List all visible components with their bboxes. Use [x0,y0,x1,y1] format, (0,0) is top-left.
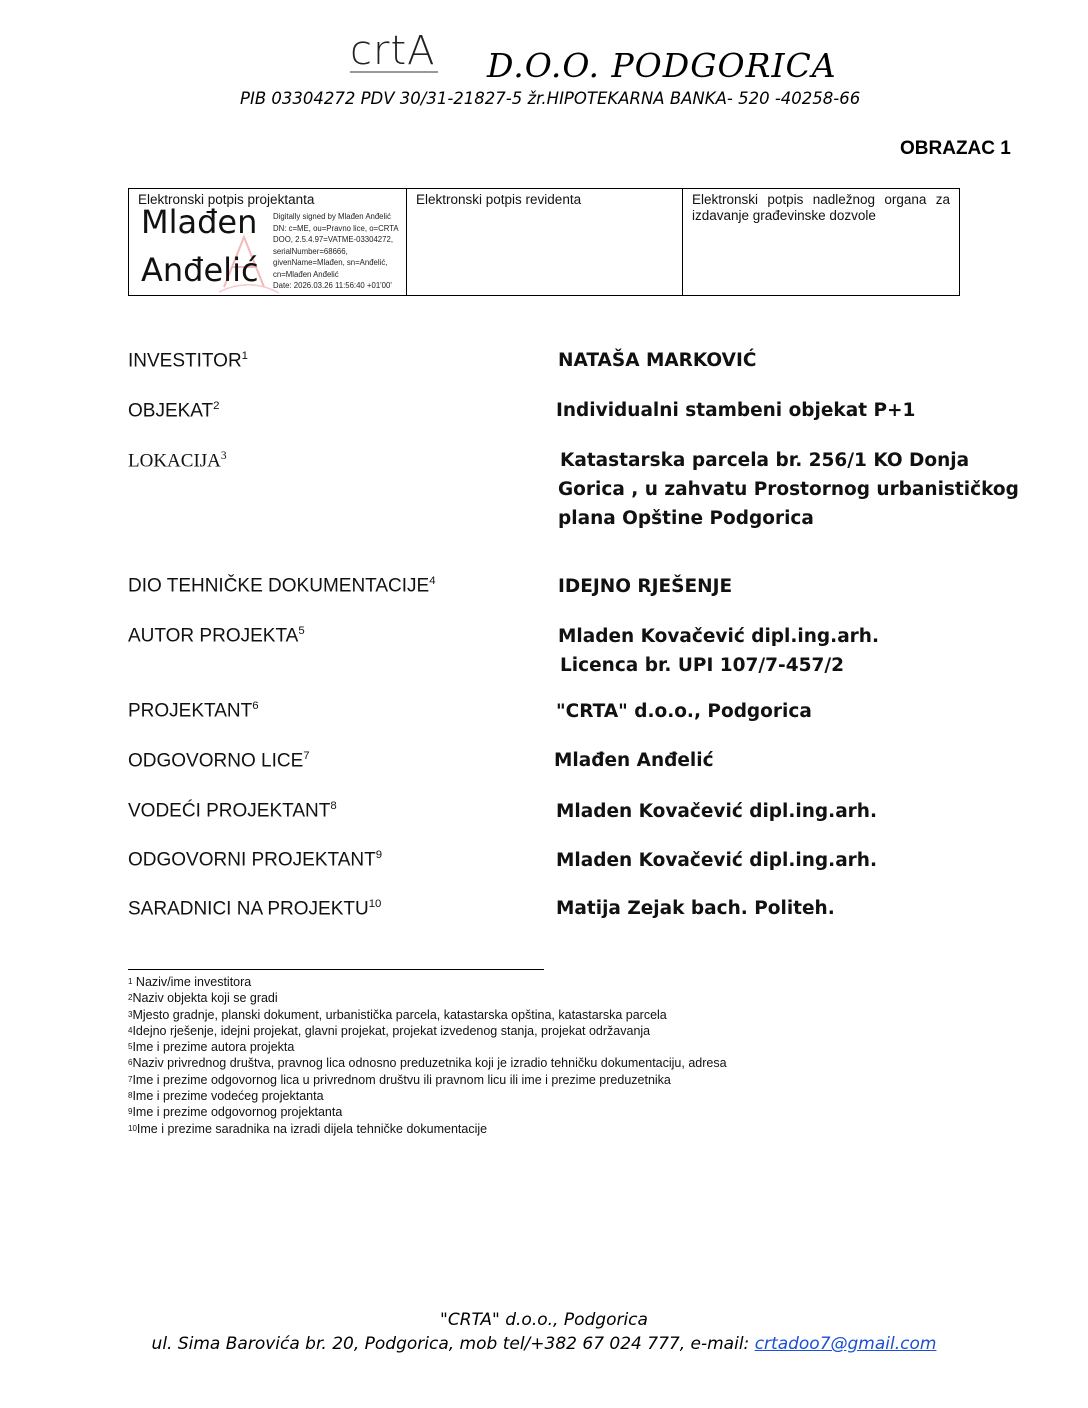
field-value-vodeci-projektant: Mladen Kovačević dipl.ing.arh. [556,801,878,822]
company-name: D.O.O. PODGORICA [487,46,837,85]
footnote: $^3$Mjesto gradnje, planski dokument, urbanistička parcela, katastarska opština, katastarska parcela [128,1007,667,1022]
signature-details [273,211,401,292]
footer-address-line [0,1334,1088,1354]
field-label-autor-projekta: AUTOR PROJEKTA$^5$ [128,625,305,647]
field-label-lokacija: LOKACIJA$^3$ [128,450,227,472]
field-value-saradnici: Matija Zejak bach. Politeh. [556,898,835,919]
field-value-odgovorni-projektant: Mladen Kovačević dipl.ing.arh. [556,850,878,871]
field-value-dio-dokumentacije: IDEJNO RJEŠENJE [558,576,733,597]
signature-detail-line: givenName=Mlađen, sn=Anđelić, [273,258,388,267]
signature-detail-line: cn=Mlađen Anđelić [273,269,339,279]
footnotes [128,974,727,1137]
field-value-investitor: NATAŠA MARKOVIĆ [558,350,757,371]
logo-underline [350,70,440,76]
field-value-lokacija: Katastarska parcela br. 256/1 KO Donja Gorica , u zahvatu Prostornog urbanističkog plana Opštine Podgorica [558,450,1019,529]
footer-company: "CRTA" d.o.o., Podgorica [440,1310,648,1330]
field-value-odgovorno-lice: Mlađen Anđelić [554,750,714,771]
field-label-objekat: OBJEKAT$^2$ [128,400,220,422]
footer-address: ul. Sima Barovića br. 20, Podgorica, mob tel/+382 67 024 777, e-mail: [151,1334,755,1354]
signer-name-line1: Mlađen [141,203,258,241]
footnote-divider [128,969,544,970]
registration-line: PIB 03304272 PDV 30/31-21827-5 žr.HIPOTEKARNA BANKA- 520 -40258-66 [240,89,861,108]
reviewer-signature-cell [407,189,683,295]
signature-detail-line: serialNumber=68666, [273,246,348,256]
signature-detail-line: Date: 2026.03.26 11:56:40 +01'00' [273,281,392,290]
footnote: $^7$Ime i prezime odgovornog lica u privrednom društvu ili pravnom licu ili ime i prezime preduzetnika [128,1072,671,1087]
footnote: $^9$Ime i prezime odgovornog projektanta [128,1105,343,1120]
field-label-dio-dokumentacije: DIO TEHNIČKE DOKUMENTACIJE$^4$ [128,575,436,597]
footnote: $^5$Ime i prezime autora projekta [128,1040,295,1055]
field-value-autor-projekta: Mladen Kovačević dipl.ing.arh. Licenca br. UPI 107/7-457/2 [558,626,880,676]
footnote: $^1$ Naziv/ime investitora [128,975,252,989]
field-label-odgovorno-lice: ODGOVORNO LICE$^7$ [128,750,310,772]
field-label-saradnici: SARADNICI NA PROJEKTU$^{10}$ [128,898,382,920]
footnote: $^2$Naziv objekta koji se gradi [128,991,278,1006]
field-value-objekat: Individualni stambeni objekat P+1 [556,400,916,421]
footnote: $^4$Idejno rješenje, idejni projekat, glavni projekat, projekat izvedenog stanja, projekat održavanja [128,1023,651,1038]
signature-detail-line: Digitally signed by Mlađen Anđelić [273,212,391,221]
field-value-projektant: "CRTA" d.o.o., Podgorica [556,701,812,722]
field-label-vodeci-projektant: VODEĆI PROJEKTANT$^8$ [128,800,337,822]
field-label-investitor: INVESTITOR$^1$ [128,350,249,372]
footer-email-link[interactable]: crtadoo7@gmail.com [754,1334,937,1354]
signature-detail-line: DOO, 2.5.4.97=VATME-03304272, [273,235,393,244]
designer-signature-cell [129,189,407,295]
signature-detail-line: DN: c=ME, ou=Pravno lice, o=CRTA [273,223,399,233]
reviewer-signature-header: Elektronski potpis revidenta [416,192,582,207]
form-number: OBRAZAC 1 [900,138,1011,159]
logo-text: crtA [350,28,436,74]
signature-table [128,188,960,296]
logo [350,28,435,74]
footnote: $^{10}$Ime i prezime saradnika na izradi dijela tehničke dokumentacije [128,1121,488,1136]
field-label-projektant: PROJEKTANT$^6$ [128,700,259,722]
authority-signature-header: Elektronski potpis nadležnog organa za izdavanje građevinske dozvole [692,192,950,223]
field-label-odgovorni-projektant: ODGOVORNI PROJEKTANT$^9$ [128,849,383,871]
authority-signature-cell [683,189,959,295]
footnote: $^6$Naziv privrednog društva, pravnog lica odnosno preduzetnika koji je izradio tehničku dokumentaciju, adresa [128,1056,727,1071]
designer-signature-header: Elektronski potpis projektanta [138,192,315,207]
signer-name-line2: Anđelić [141,251,259,289]
footnote: $^8$Ime i prezime vodećeg projektanta [128,1089,324,1104]
